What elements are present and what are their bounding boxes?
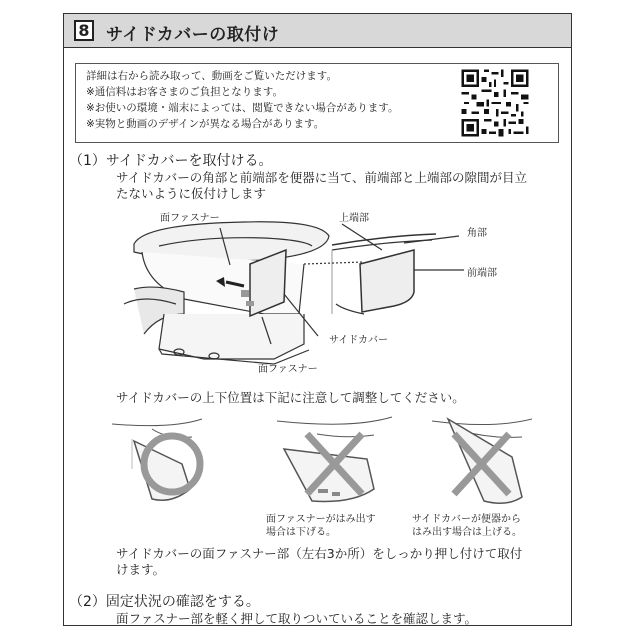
case-cover-text: はみ出す場合は上げる。	[412, 527, 522, 538]
label-fastener-top: 面ファスナー	[160, 213, 220, 224]
instruction-panel	[63, 13, 572, 626]
adjust-note: サイドカバーの上下位置は下記に注意して調整してください。	[116, 390, 465, 405]
step-1-description: サイドカバーの角部と前端部を便器に当て、前端部と上端部の隙間が目立	[116, 170, 528, 185]
section-title: サイドカバーの取付け	[106, 25, 280, 45]
label-corner: 角部	[467, 228, 487, 239]
notice-line: ※お使いの環境・端末によっては、閲覧できない場合があります。	[86, 102, 399, 114]
case-fastener-text: 場合は下げる。	[266, 527, 336, 538]
step-2-heading: （2）固定状況の確認をする。	[69, 594, 260, 610]
notice-line: 詳細は右から読み取って、動画をご覧いただけます。	[86, 70, 337, 82]
position-comparison-diagrams	[112, 409, 532, 509]
step-1-heading: （1）サイドカバーを取付ける。	[69, 153, 273, 169]
label-front-edge: 前端部	[467, 268, 497, 279]
press-instruction: けます。	[116, 562, 166, 577]
label-fastener-bottom: 面ファスナー	[258, 364, 318, 375]
notice-line: ※実物と動画のデザインが異なる場合があります。	[86, 118, 325, 130]
label-side-cover: サイドカバー	[329, 335, 388, 346]
label-top-edge: 上端部	[339, 213, 369, 224]
case-fastener-text: 面ファスナーがはみ出す	[266, 514, 376, 525]
press-instruction: サイドカバーの面ファスナー部（左右3か所）をしっかり押し付けて取付	[116, 546, 523, 561]
notice-line: ※通信料はお客さまのご負担となります。	[86, 86, 283, 98]
step-1-description: たないように仮付けします	[116, 186, 267, 201]
case-cover-text: サイドカバーが便器から	[412, 514, 521, 525]
step-number: 8	[74, 20, 94, 41]
step-2-description: 面ファスナー部を軽く押して取りついていることを確認します。	[116, 611, 478, 626]
